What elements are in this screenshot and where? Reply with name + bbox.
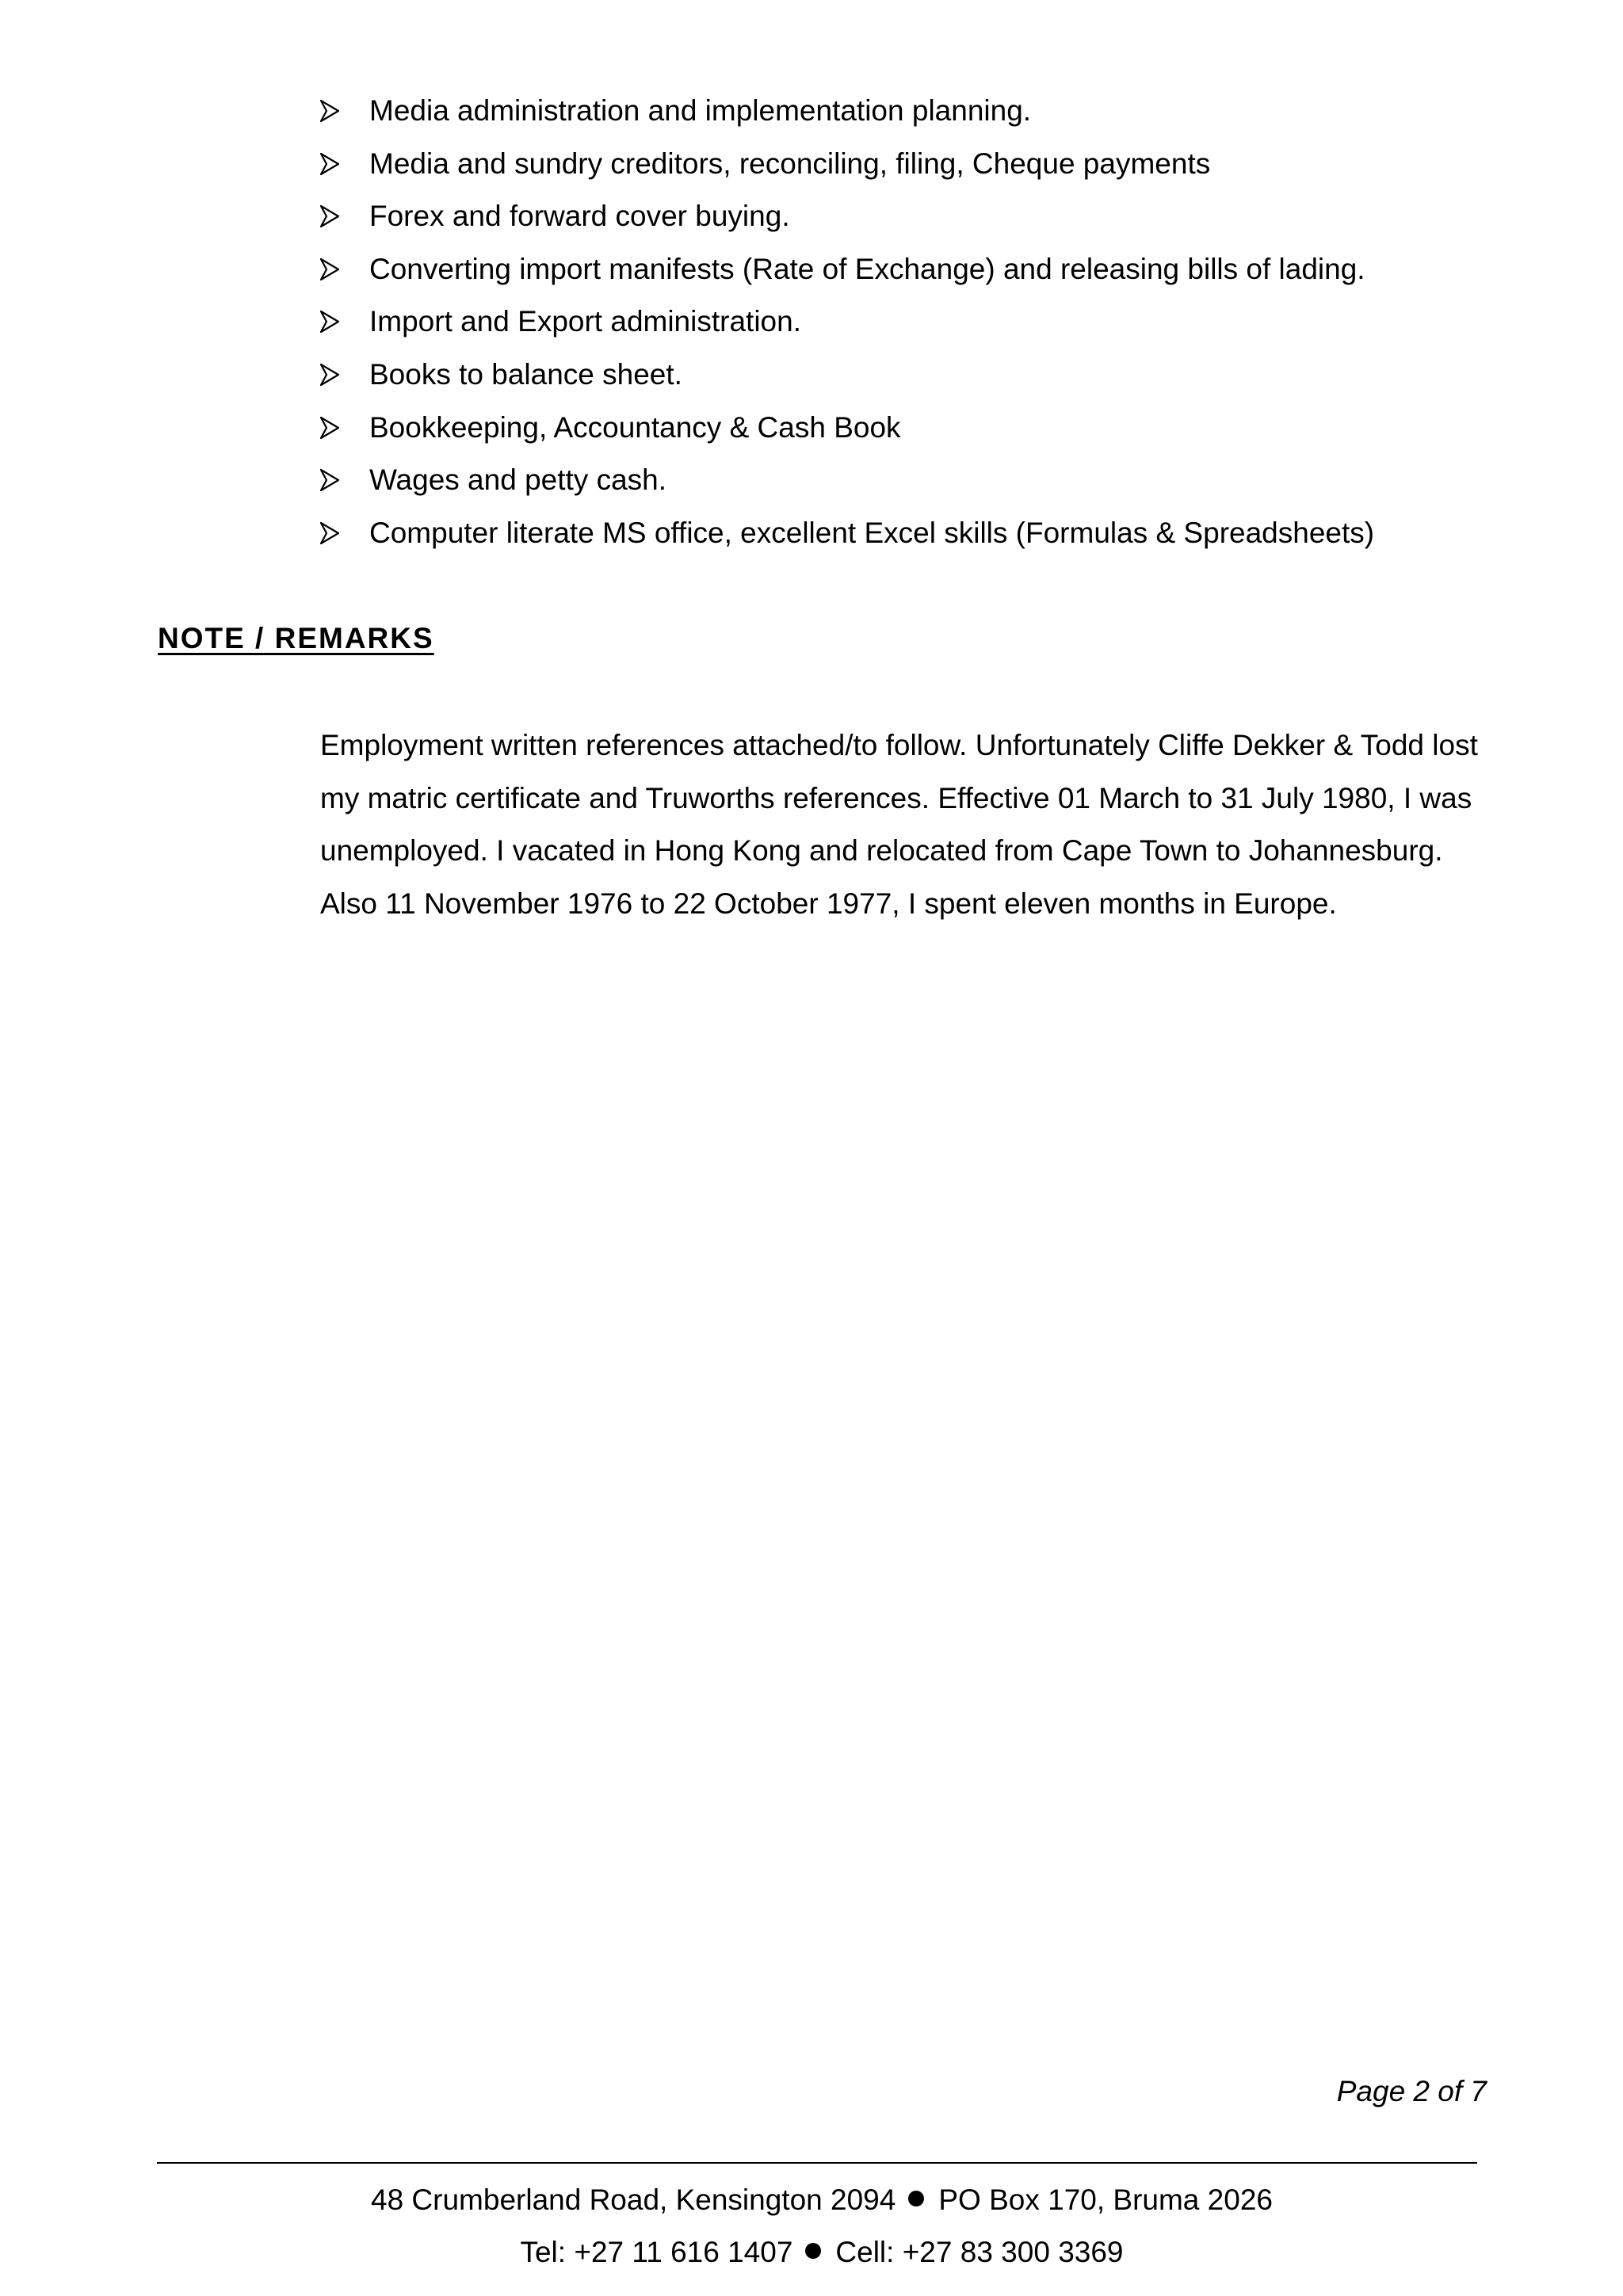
footer-divider bbox=[157, 2162, 1477, 2164]
remarks-paragraph: Employment written references attached/to follow. Unfortunately Cliffe Dekker & Todd lost my matric certificate and Truworths references. Effective 01 March to 31 July 1980, I was unemployed. I vacated in Hong Kong and relocated from Cape Town to Johannesburg. Also 11 November 1976 to 22 October 1977, I spent eleven months in Europe. bbox=[320, 729, 1478, 920]
arrowhead-bullet-icon bbox=[320, 364, 339, 386]
arrowhead-bullet-icon bbox=[320, 417, 339, 439]
list-item-text: Media administration and implementation planning. bbox=[369, 94, 1032, 127]
arrowhead-bullet-icon bbox=[320, 100, 339, 122]
list-item-text: Converting import manifests (Rate of Exchange) and releasing bills of lading. bbox=[369, 252, 1365, 285]
footer-address: 48 Crumberland Road, Kensington 2094 bbox=[371, 2183, 896, 2216]
list-item-text: Media and sundry creditors, reconciling, filing, Cheque payments bbox=[369, 147, 1211, 180]
list-item-text: Computer literate MS office, excellent Excel skills (Formulas & Spreadsheets) bbox=[369, 516, 1375, 549]
remarks-heading: NOTE / REMARKS bbox=[158, 622, 434, 654]
list-item-text: Import and Export administration. bbox=[369, 305, 801, 338]
arrowhead-bullet-icon bbox=[320, 469, 339, 491]
footer-po-box: PO Box 170, Bruma 2026 bbox=[938, 2183, 1273, 2216]
list-item-text: Books to balance sheet. bbox=[369, 357, 682, 391]
bullet-dot-icon bbox=[805, 2243, 821, 2259]
arrowhead-bullet-icon bbox=[320, 522, 339, 544]
arrowhead-bullet-icon bbox=[320, 153, 339, 175]
bullet-dot-icon bbox=[908, 2191, 924, 2206]
arrowhead-bullet-icon bbox=[320, 258, 339, 280]
arrowhead-bullet-icon bbox=[320, 311, 339, 333]
list-item-text: Forex and forward cover buying. bbox=[369, 200, 790, 233]
list-item-text: Wages and petty cash. bbox=[369, 463, 667, 497]
footer-contact-line bbox=[0, 2230, 1623, 2275]
footer-address-line bbox=[0, 2178, 1623, 2222]
footer-tel: Tel: +27 11 616 1407 bbox=[520, 2236, 793, 2268]
list-item-text: Bookkeeping, Accountancy & Cash Book bbox=[369, 410, 901, 444]
arrowhead-bullet-icon bbox=[320, 205, 339, 227]
page-number: Page 2 of 7 bbox=[1336, 2075, 1487, 2107]
footer-cell: Cell: +27 83 300 3369 bbox=[835, 2236, 1124, 2268]
